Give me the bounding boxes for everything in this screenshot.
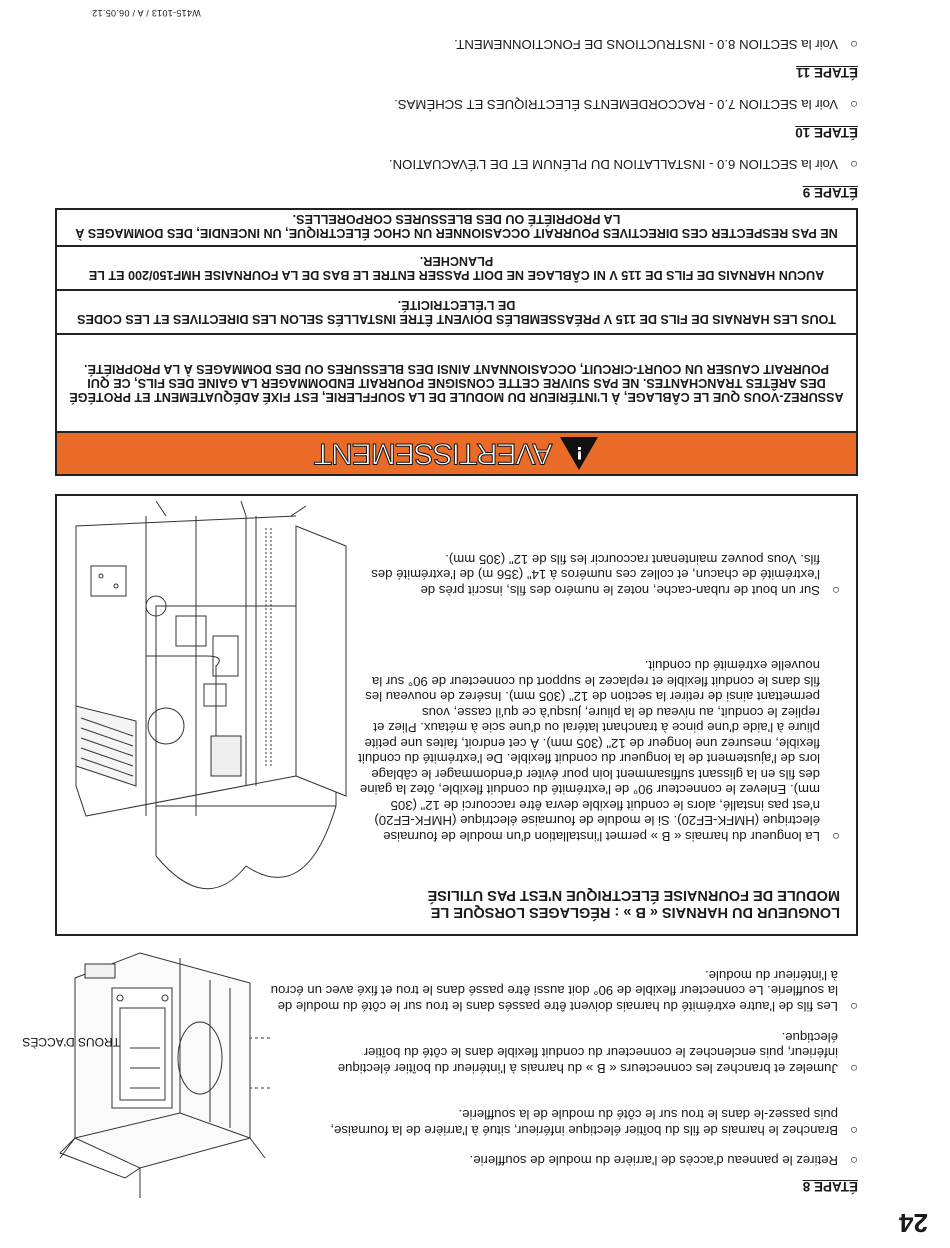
harness-b-bullet-1 (358, 658, 840, 844)
step8-bullet-3-text: Jumelez et branchez les connecteurs « B » du harnais à l'intérieur du boîtier électique inférieur, puis enclenchez le connecteur du conduit flexible dans le côté du boîtier électique. (337, 1030, 838, 1076)
warning-triangle-icon: ! (560, 437, 598, 470)
warning-message-3: AUCUN HARNAIS DE FILS DE 115 V NI CÂBLAGE NE DOIT PASSER ENTRE LE BAS DE LA FOURNAISE HMF150/200 ET LE PLANCHER. (57, 245, 856, 289)
step9-bullet (138, 157, 858, 173)
bullet-icon: ○ (850, 1123, 858, 1138)
warning-box (55, 208, 858, 476)
harness-b-box (55, 494, 858, 936)
warning-banner-text: AVERTISSEMENT (314, 437, 553, 471)
bullet-icon: ○ (850, 1061, 858, 1076)
warning-message-1: ASSUREZ-VOUS QUE LE CÂBLAGE, À L'INTÉRIEUR DU MODULE DE LA SOUFFLERIE, EST FIXÉ ADÉQUATEMENT ET PROTÉGÉ DES ARÊTES TRANCHANTES. NE PAS SUIVRE CETTE CONSIGNE POURRAIT ENDOMMAGER LA GAINE DES FILS, CE QUI POURRAIT CAUSER UN COURT-CIRCUIT, OCCASIONNANT AINSI DES BLESSURES OU DES DOMMAGES À LA PROPRIÉTÉ. (57, 333, 856, 431)
bullet-icon: ○ (850, 157, 858, 172)
step11-bullet-text: Voir la SECTION 8.0 - INSTRUCTIONS DE FONCTIONNEMENT. (454, 37, 838, 52)
document-id: W415-1013 / A / 06.05.12 (92, 8, 201, 18)
warning-banner (57, 431, 856, 474)
step8-bullet-4-text: Les fils de l'autre extrémité du harnais doivent être passés dans le trou sur le côté du module de la soufflerie. Le connecteur flexible de 90° doit aussi être passé dans le trou et fixé avec un écrou à l'intérieur du module. (270, 968, 838, 1014)
harness-b-bullet-1-text: La longueur du harnais « B » permet l'installation d'un module de fournaise électrique (HMFK-EF20). Si le module de fournaise électrique (HMFK-EF20) n'est pas installé, alors le conduit flexible devra être raccourci de 12" (305 mm). Enlevez le connecteur 90° de l'extrémité du conduit flexible, ôtez la gaine des fils en la glissant suffisamment loin pour éviter d'endommager le câblage lors de l'ajustement de la longueur du conduit flexible. De l'extrémité du conduit flexible, mesurez une longeur de 12" (305 mm). À cet endroit, faites une petite pliure à l'aide d'une pince à tranchant latéral ou d'une scie à métaux. Pliez et repliez le conduit, au niveau de la pliure, jusqu'à ce qu'il casse, vous permettant ainsi de retirer la section de 12" (305 mm). Insérez de nouveau les fils dans le conduit flexible et replacez le support du connecteur de 90° sur la nouvelle extrémité du conduit. (358, 658, 820, 844)
step8-bullet-2-text: Branchez le harnais de fils du boîtier électique inférieur, situé à l'arrière de la fournaise, puis passez-le dans le trou sur le côté du module de la soufflerie. (330, 1107, 838, 1138)
step11-bullet (138, 37, 858, 53)
warning-message-2: TOUS LES HARNAIS DE FILS DE 115 V PRÉASSEMBLÉS DOIVENT ÊTRE INSTALLÉS SELON LES DIRECTIVES ET LES CODES DE L'ÉLECTRICITÉ. (57, 289, 856, 333)
harness-b-title: LONGUEUR DU HARNAIS « B » : RÉGLAGES LORSQUE LE MODULE DE FOURNAISE ÉLECTRIQUE N'EST PAS UTILISÉ (427, 887, 840, 920)
bullet-icon: ○ (832, 829, 840, 844)
page-number: 24 (899, 1208, 928, 1238)
step10-bullet (138, 97, 858, 113)
bullet-icon: ○ (832, 583, 840, 598)
step8-title: ÉTAPE 8 (802, 1179, 858, 1194)
step9-title: ÉTAPE 9 (802, 185, 858, 200)
step8-bullet-1-text: Retirez le panneau d'accès de l'arrière du module de soufflerie. (469, 1153, 838, 1168)
blower-module-figure (22, 948, 290, 1208)
step11-title: ÉTAPE 11 (795, 65, 858, 80)
warning-message-4: NE PAS RESPECTER CES DIRECTIVES POURRAIT OCCASIONNER UN CHOC ÉLECTRIQUE, UN INCENDIE, DES DOMMAGES À LA PROPRIÉTÉ OU DES BLESSURES CORPORELLES. (75, 212, 838, 241)
access-holes-label: TROUS D'ACCÈS (22, 1035, 120, 1049)
bullet-icon: ○ (850, 97, 858, 112)
bullet-icon: ○ (850, 999, 858, 1014)
step8-bullet-3 (320, 1030, 858, 1077)
bullet-icon: ○ (850, 37, 858, 52)
step9-bullet-text: Voir la SECTION 6.0 - INSTALLATION DU PLÉNUM ET DE L'ÉVACUATION. (388, 157, 838, 172)
harness-b-bullet-2-text: Sur un bout de ruban-cache, notez le numéro des fils, inscrit près de l'extrémité de chacun, et collez ces numéros à 14" (356 m) de l'extrémité des fils. Vous pouvez maintenant raccourcir les fils de 12" (305 mm). (371, 552, 820, 598)
step8-bullet-2 (320, 1107, 858, 1138)
step10-bullet-text: Voir la SECTION 7.0 - RACCORDEMENTS ÉLECTRIQUES ET SCHÉMAS. (394, 97, 838, 112)
step8-bullet-4 (268, 968, 858, 1015)
harness-b-bullet-2 (358, 552, 840, 599)
bullet-icon: ○ (850, 1153, 858, 1168)
blower-assembly-figure (61, 496, 366, 926)
step10-title: ÉTAPE 10 (795, 125, 858, 140)
